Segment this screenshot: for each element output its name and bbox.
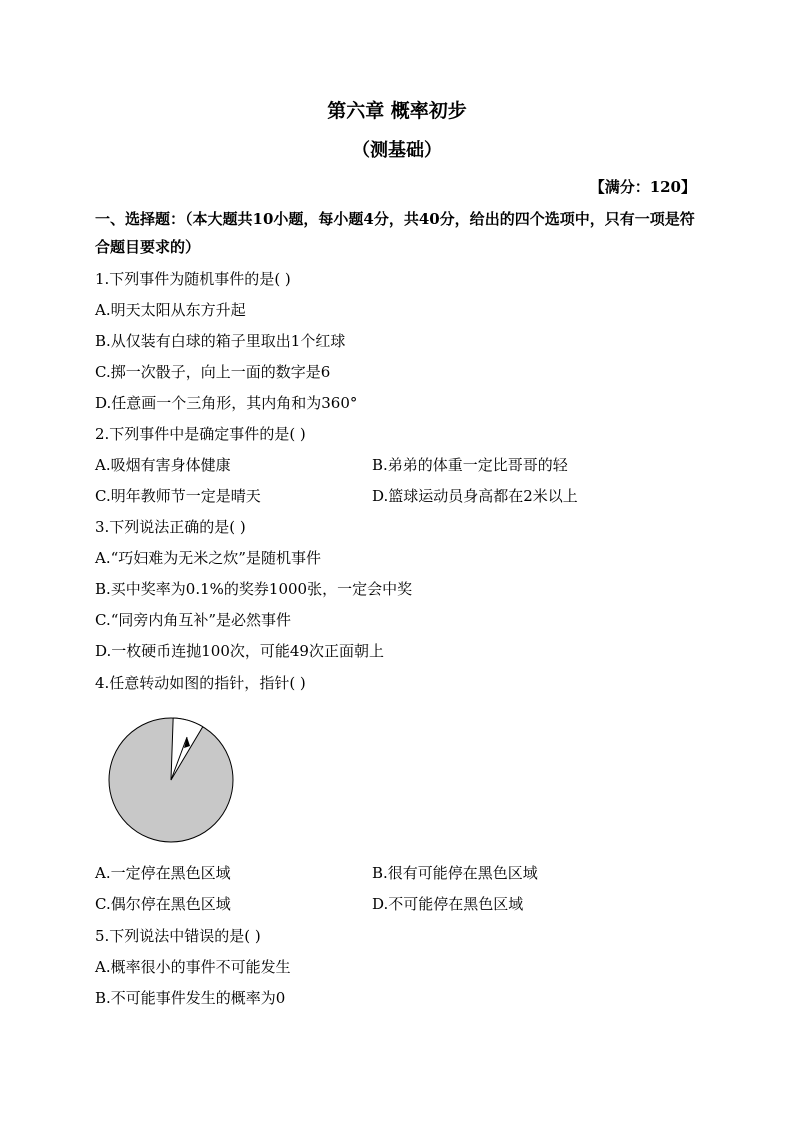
question-4-stem: 4.任意转动如图的指针，指针( ) [95,674,306,692]
question-2-stem: 2.下列事件中是确定事件的是( ) [95,425,306,443]
question-4-option-d: D.不可能停在黑色区域 [372,895,524,913]
spinner-figure [104,713,238,847]
question-5-stem: 5.下列说法中错误的是( ) [95,927,261,945]
question-3-option-b: B.买中奖率为0.1%的奖券1000张，一定会中奖 [95,580,413,598]
question-4-option-c: C.偶尔停在黑色区域 [95,895,231,913]
question-1-option-b: B.从仅装有白球的箱子里取出1个红球 [95,332,346,350]
question-1-option-c: C.掷一次骰子，向上一面的数字是6 [95,363,331,381]
question-3-option-a: A.“巧妇难为无米之炊”是随机事件 [95,549,321,567]
question-2-option-d: D.篮球运动员身高都在2米以上 [372,487,578,505]
question-2-option-a: A.吸烟有害身体健康 [95,456,231,474]
question-4-option-a: A.一定停在黑色区域 [95,864,231,882]
question-5-option-b: B.不可能事件发生的概率为0 [95,989,286,1007]
question-1-stem: 1.下列事件为随机事件的是( ) [95,270,291,288]
question-3-option-d: D.一枚硬币连抛100次，可能49次正面朝上 [95,642,384,660]
question-1-option-a: A.明天太阳从东方升起 [95,301,246,319]
question-4-option-b: B.很有可能停在黑色区域 [372,864,538,882]
question-5-option-a: A.概率很小的事件不可能发生 [95,958,291,976]
chapter-title: 第六章 概率初步 [327,100,467,122]
question-3-option-c: C.“同旁内角互补”是必然事件 [95,611,292,629]
question-3-stem: 3.下列说法正确的是( ) [95,518,246,536]
chapter-subtitle: （测基础） [352,140,442,161]
question-1-option-d: D.任意画一个三角形，其内角和为360° [95,394,358,412]
question-2-option-c: C.明年教师节一定是晴天 [95,487,261,505]
question-2-option-b: B.弟弟的体重一定比哥哥的轻 [372,456,568,474]
section-heading: 一、选择题：（本大题共10小题，每小题4分，共40分，给出的四个选项中，只有一项是符合题目要求的） [95,210,695,256]
full-score: 【满分：120】 [589,178,696,196]
